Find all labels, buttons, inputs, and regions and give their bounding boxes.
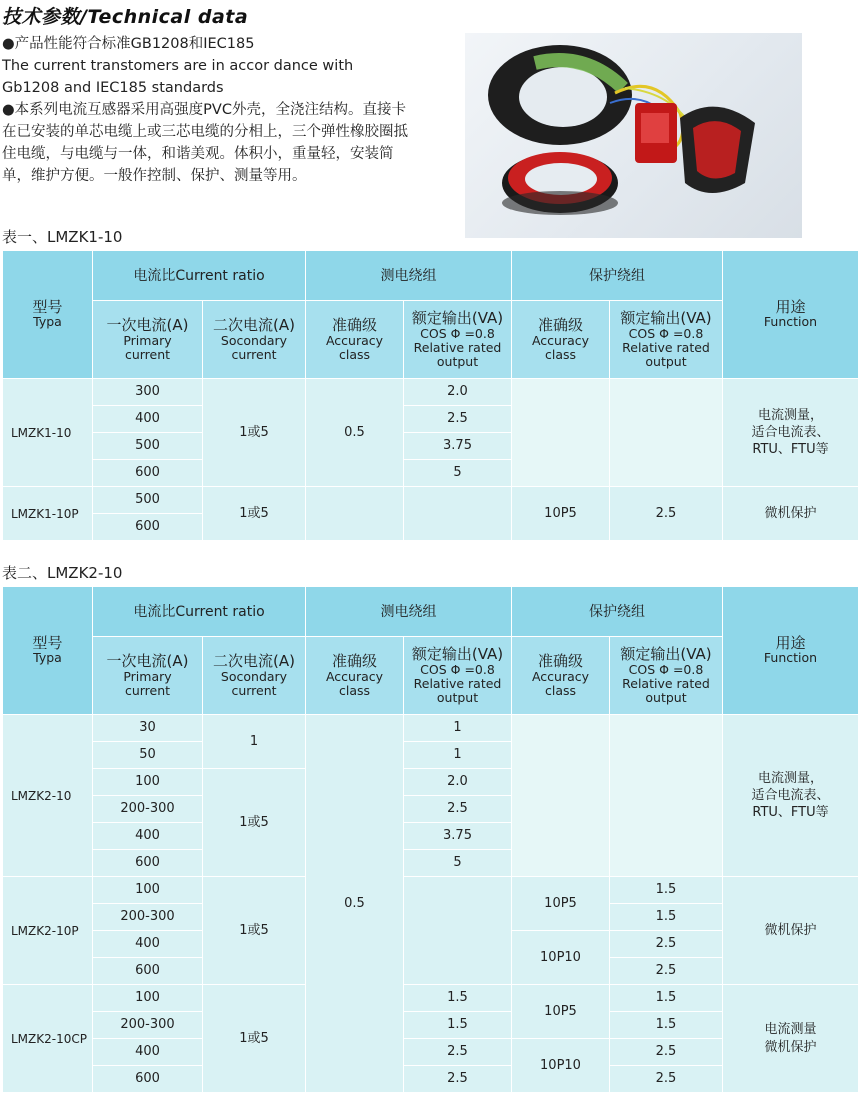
- cell-prot-output: 2.5: [610, 958, 723, 985]
- cell-meas-output: [404, 487, 512, 541]
- cell-primary: 600: [93, 850, 203, 877]
- cell-primary: 200-300: [93, 796, 203, 823]
- cell-type: LMZK2-10P: [3, 877, 93, 985]
- header-measuring-winding: 测电绕组: [306, 251, 512, 301]
- header-current-ratio: 电流比Current ratio: [93, 251, 306, 301]
- header-meas-accuracy: 准确级 Accuracy class: [306, 637, 404, 715]
- intro-bullet-standard-en: The current transtomers are in accor dance with Gb1208 and IEC185 standards: [2, 58, 354, 96]
- intro-text: [2, 33, 412, 187]
- cell-primary: 400: [93, 931, 203, 958]
- cell-prot-output: 1.5: [610, 1012, 723, 1039]
- cell-function: 电流测量 微机保护: [723, 985, 859, 1093]
- table2-caption: 表二、LMZK2-10: [2, 564, 123, 582]
- cell-prot-accuracy: [512, 715, 610, 877]
- cell-prot-output: [610, 379, 723, 487]
- cell-primary: 50: [93, 742, 203, 769]
- intro-bullet-description: ●本系列电流互感器采用高强度PVC外壳，全浇注结构。直接卡在已安装的单芯电缆上或三芯电缆的分相上，三个弹性橡胶圈抵住电缆，与电缆与一体，和谐美观。体积小，重量轻，安装简单，维护方便。一般作控制、保护、测量等用。: [2, 102, 408, 184]
- cell-meas-output: 2.5: [404, 1066, 512, 1093]
- cell-prot-output: 2.5: [610, 1039, 723, 1066]
- cell-secondary: 1或5: [203, 985, 306, 1093]
- cell-prot-accuracy: [512, 379, 610, 487]
- cell-meas-output: 1: [404, 742, 512, 769]
- intro-bullet-standard: ●产品性能符合标准GB1208和IEC185: [2, 36, 255, 52]
- cell-meas-output: 5: [404, 460, 512, 487]
- cell-function: 电流测量， 适合电流表、 RTU、FTU等: [723, 715, 859, 877]
- cell-primary: 500: [93, 487, 203, 514]
- cell-function: 微机保护: [723, 877, 859, 985]
- cell-primary: 400: [93, 406, 203, 433]
- cell-meas-output: 1.5: [404, 985, 512, 1012]
- cell-prot-output: 1.5: [610, 985, 723, 1012]
- cell-prot-output: 2.5: [610, 487, 723, 541]
- cell-prot-output: [610, 715, 723, 877]
- cell-prot-accuracy: 10P10: [512, 931, 610, 985]
- page-title: 技术参数/Technical data: [2, 6, 249, 28]
- header-prot-output: 额定输出(VA) COS Φ =0.8 Relative rated output: [610, 637, 723, 715]
- spec-table-lmzk1: [2, 250, 859, 541]
- table1-caption: 表一、LMZK1-10: [2, 228, 123, 246]
- header-protection-winding: 保护绕组: [512, 587, 723, 637]
- cell-prot-output: 2.5: [610, 931, 723, 958]
- header-type: 型号 Typa: [3, 587, 93, 715]
- header-current-ratio: 电流比Current ratio: [93, 587, 306, 637]
- cell-meas-output: 2.0: [404, 379, 512, 406]
- header-meas-output: 额定输出(VA) COS Φ =0.8 Relative rated output: [404, 637, 512, 715]
- cell-primary: 30: [93, 715, 203, 742]
- cell-secondary: 1或5: [203, 877, 306, 985]
- header-prot-output: 额定输出(VA) COS Φ =0.8 Relative rated output: [610, 301, 723, 379]
- spec-table-lmzk2: [2, 586, 859, 1093]
- header-secondary-current: 二次电流(A) Socondary current: [203, 301, 306, 379]
- cell-type: LMZK2-10: [3, 715, 93, 877]
- cell-meas-accuracy: 0.5: [306, 715, 404, 1093]
- cell-meas-output: 2.5: [404, 796, 512, 823]
- cell-type: LMZK1-10P: [3, 487, 93, 541]
- product-photo: [465, 33, 802, 238]
- header-meas-output: 额定输出(VA) COS Φ =0.8 Relative rated output: [404, 301, 512, 379]
- header-primary-current: 一次电流(A) Primary current: [93, 637, 203, 715]
- cell-secondary: 1: [203, 715, 306, 769]
- header-function: 用途 Function: [723, 587, 859, 715]
- cell-primary: 400: [93, 823, 203, 850]
- cell-primary: 600: [93, 514, 203, 541]
- current-transformer-photo: [465, 33, 802, 238]
- cell-primary: 100: [93, 769, 203, 796]
- cell-meas-output: 2.5: [404, 406, 512, 433]
- cell-prot-output: 2.5: [610, 1066, 723, 1093]
- cell-prot-accuracy: 10P5: [512, 985, 610, 1039]
- cell-secondary: 1或5: [203, 487, 306, 541]
- cell-prot-accuracy: 10P5: [512, 487, 610, 541]
- header-measuring-winding: 测电绕组: [306, 587, 512, 637]
- header-protection-winding: 保护绕组: [512, 251, 723, 301]
- cell-primary: 500: [93, 433, 203, 460]
- cell-secondary: 1或5: [203, 769, 306, 877]
- cell-meas-output: 2.5: [404, 1039, 512, 1066]
- cell-meas-output: 5: [404, 850, 512, 877]
- cell-prot-output: 1.5: [610, 877, 723, 904]
- cell-primary: 300: [93, 379, 203, 406]
- cell-meas-output: [404, 877, 512, 985]
- cell-primary: 600: [93, 460, 203, 487]
- header-primary-current: 一次电流(A) Primary current: [93, 301, 203, 379]
- cell-primary: 200-300: [93, 904, 203, 931]
- cell-type: LMZK2-10CP: [3, 985, 93, 1093]
- header-meas-accuracy: 准确级 Accuracy class: [306, 301, 404, 379]
- cell-type: LMZK1-10: [3, 379, 93, 487]
- cell-prot-accuracy: 10P5: [512, 877, 610, 931]
- cell-meas-accuracy: 0.5: [306, 379, 404, 487]
- header-prot-accuracy: 准确级 Accuracy class: [512, 637, 610, 715]
- cell-primary: 400: [93, 1039, 203, 1066]
- cell-secondary: 1或5: [203, 379, 306, 487]
- cell-primary: 100: [93, 877, 203, 904]
- header-prot-accuracy: 准确级 Accuracy class: [512, 301, 610, 379]
- header-function: 用途 Function: [723, 251, 859, 379]
- cell-function: 电流测量， 适合电流表、 RTU、FTU等: [723, 379, 859, 487]
- cell-meas-output: 3.75: [404, 823, 512, 850]
- cell-function: 微机保护: [723, 487, 859, 541]
- cell-prot-accuracy: 10P10: [512, 1039, 610, 1093]
- cell-primary: 600: [93, 958, 203, 985]
- cell-prot-output: 1.5: [610, 904, 723, 931]
- cell-primary: 600: [93, 1066, 203, 1093]
- cell-primary: 100: [93, 985, 203, 1012]
- cell-meas-accuracy: [306, 487, 404, 541]
- cell-meas-output: 1.5: [404, 1012, 512, 1039]
- cell-meas-output: 2.0: [404, 769, 512, 796]
- header-type: 型号 Typa: [3, 251, 93, 379]
- cell-meas-output: 1: [404, 715, 512, 742]
- cell-primary: 200-300: [93, 1012, 203, 1039]
- header-secondary-current: 二次电流(A) Socondary current: [203, 637, 306, 715]
- cell-meas-output: 3.75: [404, 433, 512, 460]
